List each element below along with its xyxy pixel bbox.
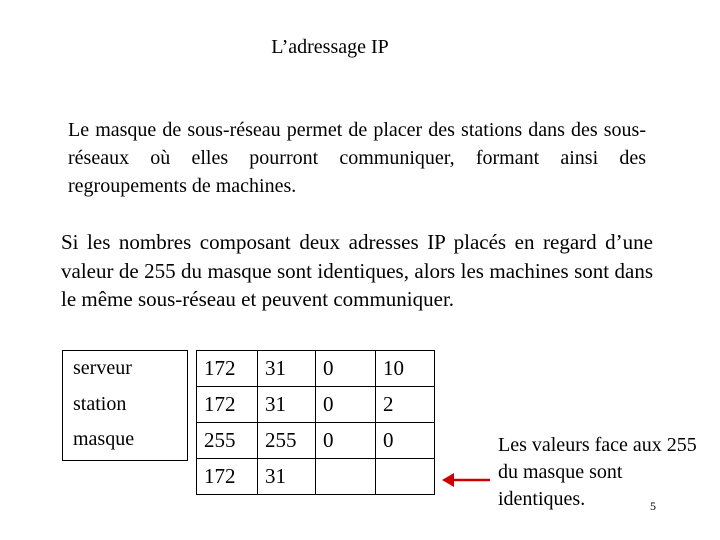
table-cell: [316, 459, 376, 495]
row-labels-box: [62, 350, 188, 461]
row-label-serveur: serveur: [73, 357, 132, 379]
table-cell: 172: [197, 459, 258, 495]
table-cell: 10: [376, 351, 435, 387]
table-cell: 172: [197, 351, 258, 387]
table-cell: 2: [376, 387, 435, 423]
slide-title: L’adressage IP: [271, 36, 389, 58]
table-cell: 0: [316, 387, 376, 423]
table-cell: [376, 459, 435, 495]
table-row: [197, 387, 435, 423]
table-cell: 255: [197, 423, 258, 459]
table-cell: 31: [258, 387, 316, 423]
table-cell: 31: [258, 459, 316, 495]
paragraph-comparison-rule: Si les nombres composant deux adresses IP placés en regard d’une valeur de 255 du masque sont identiques, alors les machines sont dans le même sous-réseau et peuvent communiquer.: [61, 230, 653, 311]
table-cell: 0: [316, 351, 376, 387]
table-cell: 0: [376, 423, 435, 459]
left-arrow-icon: [440, 470, 492, 490]
page-number: 5: [650, 499, 656, 513]
row-label-station: station: [73, 393, 127, 415]
row-label-masque: masque: [73, 428, 135, 450]
paragraph-subnet-mask: Le masque de sous-réseau permet de placer des stations dans des sous-réseaux où elles pourront communiquer, formant ainsi des regroupements de machines.: [68, 119, 646, 197]
table-cell: 31: [258, 351, 316, 387]
table-cell: 0: [316, 423, 376, 459]
table-cell: 255: [258, 423, 316, 459]
table-cell: 172: [197, 387, 258, 423]
table-row: [197, 351, 435, 387]
ip-comparison-table: [196, 350, 435, 495]
table-row: [197, 423, 435, 459]
table-row: [197, 459, 435, 495]
note-text: Les valeurs face aux 255 du masque sont identiques.: [498, 434, 697, 510]
